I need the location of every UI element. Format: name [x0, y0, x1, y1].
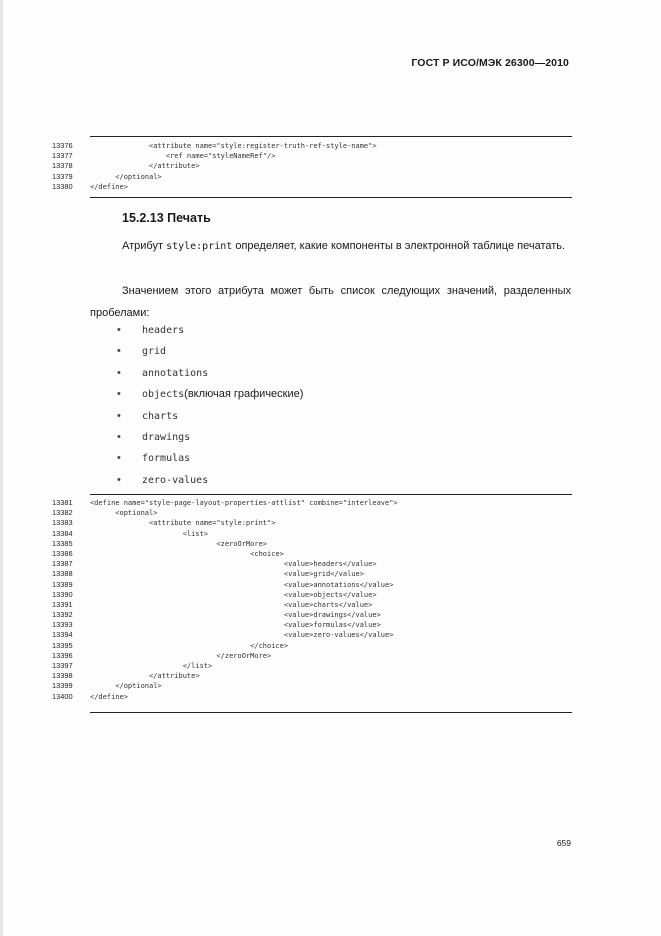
list-item-value: formulas	[142, 453, 191, 465]
line-number: 13399	[52, 681, 73, 691]
code-block-2	[90, 498, 398, 702]
list-item-value: zero-values	[142, 474, 209, 486]
code-line: </optional>	[90, 682, 162, 691]
code-line: </define>	[90, 182, 128, 191]
code-block-2-line-numbers	[52, 498, 82, 702]
section-heading: 15.2.13 Печать	[122, 211, 211, 225]
list-item	[117, 470, 303, 491]
page-number: 659	[556, 838, 571, 848]
line-number: 13385	[52, 538, 73, 548]
code-line: </choice>	[90, 641, 289, 650]
list-item	[117, 363, 303, 384]
code-line: </optional>	[90, 172, 162, 181]
code-block-1-top-rule	[90, 136, 572, 137]
list-item-value: headers	[142, 325, 185, 336]
line-number: 13377	[52, 151, 73, 161]
line-number: 13382	[52, 508, 73, 518]
list-item-note: (включая графические)	[184, 388, 304, 401]
code-line: <value>headers</value>	[90, 560, 377, 569]
line-number: 13398	[52, 671, 73, 681]
line-number: 13389	[52, 579, 73, 589]
paragraph-text: Значением этого атрибута может быть список следующих значений, разделенных пробелами:	[90, 285, 571, 319]
line-number: 13381	[52, 498, 73, 507]
line-number: 13376	[52, 141, 73, 150]
code-line: <value>objects</value>	[90, 590, 377, 599]
line-number: 13395	[52, 640, 73, 650]
page-edge	[0, 0, 3, 936]
code-line: <value>zero-values</value>	[90, 631, 394, 640]
line-number: 13397	[52, 661, 73, 670]
list-item-value: charts	[142, 410, 179, 422]
code-block-1	[90, 141, 377, 192]
line-number: 13386	[52, 548, 73, 558]
code-line: <optional>	[90, 509, 158, 518]
line-number: 13392	[52, 610, 73, 620]
code-line: </attribute>	[90, 162, 200, 171]
list-item	[117, 406, 303, 427]
code-line: <attribute name="style:register-truth-ref-style-name">	[90, 142, 377, 150]
code-block-2-top-rule	[90, 494, 572, 495]
code-line: </define>	[90, 692, 128, 701]
list-item-value: grid	[142, 346, 167, 358]
list-item	[117, 320, 303, 341]
code-line: <value>charts</value>	[90, 600, 373, 609]
line-number: 13378	[52, 161, 73, 171]
code-line: <attribute name="style:print">	[90, 519, 276, 528]
code-line: </attribute>	[90, 672, 200, 681]
code-line: <define name="style-page-layout-properties-attlist" combine="interleave">	[90, 499, 398, 507]
values-list	[117, 320, 303, 491]
code-line: <value>grid</value>	[90, 570, 364, 579]
code-line: <list>	[90, 529, 209, 538]
list-item	[117, 448, 303, 469]
code-block-1-line-numbers	[52, 141, 82, 192]
paragraph-text: определяет, какие компоненты в электронной таблице печатать.	[232, 240, 566, 252]
paragraph-style-print	[90, 235, 571, 258]
list-item-value: annotations	[142, 367, 209, 379]
bullet-icon: •	[117, 430, 121, 443]
paragraph-values-intro	[90, 280, 571, 324]
list-item-value: drawings	[142, 431, 191, 443]
list-item	[117, 341, 303, 362]
line-number: 13379	[52, 171, 73, 181]
bullet-icon: •	[117, 452, 121, 465]
code-line: </list>	[90, 662, 213, 670]
code-block-2-bottom-rule	[90, 712, 572, 713]
code-line: <choice>	[90, 549, 284, 558]
code-line: <zeroOrMore>	[90, 539, 268, 548]
bullet-icon: •	[117, 345, 121, 358]
list-item	[117, 384, 303, 405]
bullet-icon: •	[117, 409, 121, 422]
paragraph-text: Атрибут	[122, 240, 167, 252]
list-item	[117, 427, 303, 448]
code-line: <value>drawings</value>	[90, 611, 381, 620]
line-number: 13380	[52, 181, 73, 191]
line-number: 13394	[52, 630, 73, 640]
line-number: 13393	[52, 620, 73, 630]
bullet-icon: •	[117, 473, 121, 486]
line-number: 13396	[52, 650, 73, 660]
line-number: 13390	[52, 589, 73, 599]
line-number: 13384	[52, 528, 73, 538]
code-block-1-bottom-rule	[90, 197, 572, 198]
line-number: 13388	[52, 569, 73, 579]
code-line: <value>formulas</value>	[90, 621, 381, 630]
bullet-icon: •	[117, 366, 121, 379]
list-item-value: objects	[142, 389, 185, 401]
document-header: ГОСТ Р ИСО/МЭК 26300—2010	[411, 57, 569, 69]
code-line: <ref name="styleNameRef"/>	[90, 152, 276, 161]
line-number: 13383	[52, 518, 73, 528]
line-number: 13400	[52, 691, 73, 701]
bullet-icon: •	[117, 388, 121, 401]
line-number: 13391	[52, 599, 73, 609]
bullet-icon: •	[117, 324, 121, 336]
code-line: <value>annotations</value>	[90, 580, 394, 589]
code-line: </zeroOrMore>	[90, 651, 272, 660]
line-number: 13387	[52, 559, 73, 569]
inline-code: style:print	[166, 241, 233, 252]
